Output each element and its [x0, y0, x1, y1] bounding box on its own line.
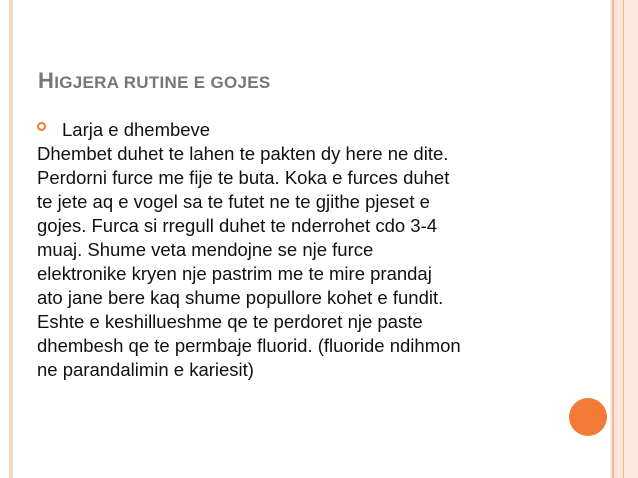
left-decorative-stripe — [9, 0, 13, 478]
right-decorative-panel — [610, 0, 638, 478]
paragraph-line: ato jane bere kaq shume popullore kohet e fundit. — [37, 287, 444, 308]
bullet-heading: Larja e dhembeve — [62, 119, 211, 140]
orange-circle-icon — [569, 398, 607, 436]
slide-title: HIGJERA RUTINE E GOJES — [38, 68, 271, 93]
bullet-paragraph — [37, 142, 577, 382]
paragraph-line: te jete aq e vogel sa te futet ne te gjithe pjeset e — [37, 191, 430, 212]
right-decorative-line — [612, 0, 614, 478]
bullet-text — [56, 118, 210, 142]
paragraph-line: ne parandalimin e kariesit) — [37, 359, 254, 380]
paragraph-line: muaj. Shume veta mendojne se nje furce — [37, 239, 374, 260]
bullet-item — [37, 118, 577, 142]
paragraph-line: gojes. Furca si rregull duhet te nderrohet cdo 3-4 — [37, 215, 438, 236]
hollow-circle-icon — [37, 122, 46, 131]
paragraph-line: Dhembet duhet te lahen te pakten dy here ne dite. — [37, 143, 449, 164]
paragraph-line: Eshte e keshillueshme qe te perdoret nje paste — [37, 311, 423, 332]
paragraph-line: Perdorni furce me fije te buta. Koka e furces duhet — [37, 167, 450, 188]
paragraph-line: dhembesh qe te permbaje fluorid. (fluoride ndihmon — [37, 335, 461, 356]
paragraph-line: elektronike kryen nje pastrim me te mire prandaj — [37, 263, 432, 284]
right-decorative-line-inner — [623, 0, 624, 478]
slide-content — [37, 118, 577, 382]
